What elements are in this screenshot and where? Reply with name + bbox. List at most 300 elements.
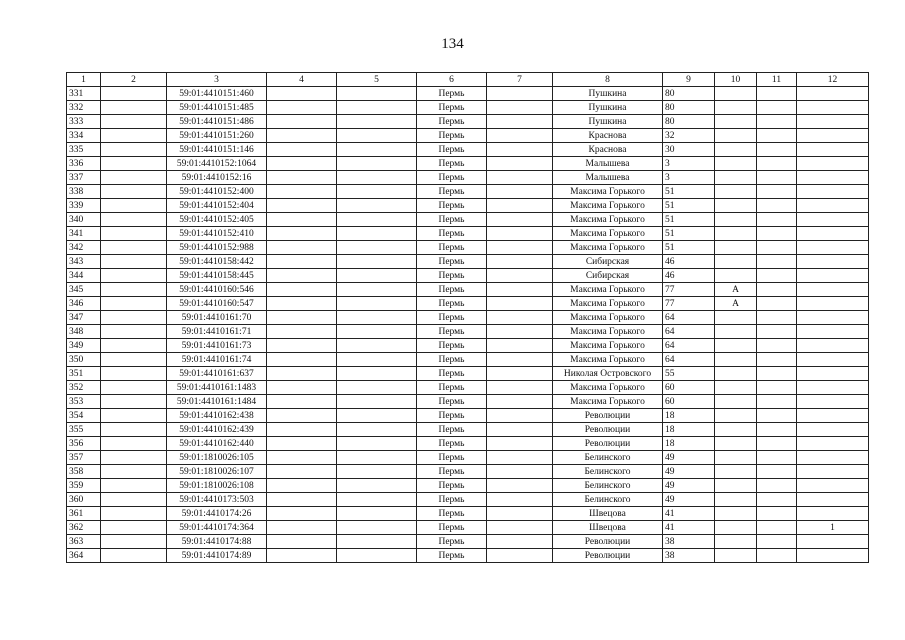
table-cell-col-9: 49 bbox=[663, 451, 715, 465]
table-row bbox=[67, 199, 869, 213]
table-cell-col-11 bbox=[757, 479, 797, 493]
table-cell-col-3: 59:01:4410151:485 bbox=[167, 101, 267, 115]
table-cell-col-3: 59:01:1810026:107 bbox=[167, 465, 267, 479]
table-cell-col-7 bbox=[487, 353, 553, 367]
table-cell-col-11 bbox=[757, 227, 797, 241]
table-cell-col-8: Максима Горького bbox=[553, 213, 663, 227]
table-cell-col-1: 353 bbox=[67, 395, 101, 409]
table-row bbox=[67, 381, 869, 395]
table-cell-col-10 bbox=[715, 129, 757, 143]
table-cell-col-8: Краснова bbox=[553, 129, 663, 143]
page-number: 134 bbox=[441, 36, 464, 52]
table-cell-col-1: 345 bbox=[67, 283, 101, 297]
table-cell-col-3: 59:01:4410173:503 bbox=[167, 493, 267, 507]
table-row bbox=[67, 353, 869, 367]
table-row bbox=[67, 213, 869, 227]
table-row bbox=[67, 409, 869, 423]
table-cell-col-9: 77 bbox=[663, 283, 715, 297]
table-cell-col-12 bbox=[797, 129, 869, 143]
table-cell-col-3: 59:01:4410151:146 bbox=[167, 143, 267, 157]
table-cell-col-9: 64 bbox=[663, 311, 715, 325]
table-cell-col-10 bbox=[715, 367, 757, 381]
table-cell-col-1: 337 bbox=[67, 171, 101, 185]
table-cell-col-1: 342 bbox=[67, 241, 101, 255]
table-row bbox=[67, 283, 869, 297]
table-row bbox=[67, 549, 869, 563]
table-cell-col-8: Пушкина bbox=[553, 87, 663, 101]
table-cell-col-5 bbox=[337, 213, 417, 227]
table-cell-col-6: Пермь bbox=[417, 213, 487, 227]
table-cell-col-1: 338 bbox=[67, 185, 101, 199]
table-cell-col-6: Пермь bbox=[417, 479, 487, 493]
table-cell-col-12 bbox=[797, 269, 869, 283]
table-cell-col-7 bbox=[487, 129, 553, 143]
table-cell-col-12 bbox=[797, 115, 869, 129]
table-row bbox=[67, 129, 869, 143]
column-header-3: 3 bbox=[167, 73, 267, 87]
table-cell-col-8: Максима Горького bbox=[553, 325, 663, 339]
table-cell-col-9: 49 bbox=[663, 465, 715, 479]
table-cell-col-8: Максима Горького bbox=[553, 339, 663, 353]
table-cell-col-8: Белинского bbox=[553, 479, 663, 493]
table-cell-col-4 bbox=[267, 143, 337, 157]
column-header-9: 9 bbox=[663, 73, 715, 87]
table-cell-col-1: 336 bbox=[67, 157, 101, 171]
table-row bbox=[67, 325, 869, 339]
table-cell-col-3: 59:01:4410152:1064 bbox=[167, 157, 267, 171]
table-cell-col-4 bbox=[267, 283, 337, 297]
table-cell-col-3: 59:01:4410160:546 bbox=[167, 283, 267, 297]
table-cell-col-4 bbox=[267, 101, 337, 115]
table-cell-col-3: 59:01:4410161:71 bbox=[167, 325, 267, 339]
table-cell-col-4 bbox=[267, 451, 337, 465]
table-row bbox=[67, 101, 869, 115]
table-cell-col-6: Пермь bbox=[417, 199, 487, 213]
table-cell-col-10 bbox=[715, 185, 757, 199]
table-cell-col-10 bbox=[715, 255, 757, 269]
table-cell-col-9: 51 bbox=[663, 213, 715, 227]
column-header-12: 12 bbox=[797, 73, 869, 87]
table-cell-col-11 bbox=[757, 157, 797, 171]
table-cell-col-11 bbox=[757, 213, 797, 227]
table-cell-col-2 bbox=[101, 213, 167, 227]
table-cell-col-6: Пермь bbox=[417, 283, 487, 297]
table-cell-col-10 bbox=[715, 381, 757, 395]
table-cell-col-6: Пермь bbox=[417, 423, 487, 437]
table-row bbox=[67, 241, 869, 255]
table-cell-col-2 bbox=[101, 171, 167, 185]
table-cell-col-9: 60 bbox=[663, 395, 715, 409]
table-cell-col-6: Пермь bbox=[417, 157, 487, 171]
table-cell-col-3: 59:01:4410151:486 bbox=[167, 115, 267, 129]
table-cell-col-5 bbox=[337, 255, 417, 269]
table-cell-col-5 bbox=[337, 227, 417, 241]
table-cell-col-7 bbox=[487, 311, 553, 325]
table-cell-col-7 bbox=[487, 409, 553, 423]
table-cell-col-1: 364 bbox=[67, 549, 101, 563]
table-cell-col-8: Сибирская bbox=[553, 255, 663, 269]
table-cell-col-3: 59:01:4410174:89 bbox=[167, 549, 267, 563]
table-cell-col-9: 49 bbox=[663, 493, 715, 507]
table-cell-col-5 bbox=[337, 199, 417, 213]
table-cell-col-4 bbox=[267, 171, 337, 185]
table-row bbox=[67, 297, 869, 311]
table-cell-col-11 bbox=[757, 269, 797, 283]
table-cell-col-5 bbox=[337, 381, 417, 395]
table-cell-col-10 bbox=[715, 325, 757, 339]
table-cell-col-4 bbox=[267, 185, 337, 199]
table-cell-col-12 bbox=[797, 465, 869, 479]
column-header-1: 1 bbox=[67, 73, 101, 87]
table-row bbox=[67, 423, 869, 437]
table-cell-col-6: Пермь bbox=[417, 269, 487, 283]
table-cell-col-12 bbox=[797, 143, 869, 157]
table-cell-col-5 bbox=[337, 171, 417, 185]
table-cell-col-4 bbox=[267, 325, 337, 339]
table-cell-col-9: 41 bbox=[663, 521, 715, 535]
table-cell-col-9: 51 bbox=[663, 185, 715, 199]
table-cell-col-1: 349 bbox=[67, 339, 101, 353]
table-row bbox=[67, 171, 869, 185]
table-cell-col-8: Пушкина bbox=[553, 101, 663, 115]
table-cell-col-2 bbox=[101, 493, 167, 507]
table-cell-col-9: 41 bbox=[663, 507, 715, 521]
table-cell-col-2 bbox=[101, 437, 167, 451]
table-cell-col-11 bbox=[757, 353, 797, 367]
table-cell-col-6: Пермь bbox=[417, 129, 487, 143]
table-cell-col-8: Сибирская bbox=[553, 269, 663, 283]
table-cell-col-3: 59:01:4410152:405 bbox=[167, 213, 267, 227]
table-cell-col-8: Краснова bbox=[553, 143, 663, 157]
table-cell-col-8: Максима Горького bbox=[553, 283, 663, 297]
table-cell-col-6: Пермь bbox=[417, 353, 487, 367]
table-cell-col-9: 38 bbox=[663, 549, 715, 563]
table-cell-col-4 bbox=[267, 493, 337, 507]
table-cell-col-9: 80 bbox=[663, 87, 715, 101]
table-cell-col-2 bbox=[101, 101, 167, 115]
table-cell-col-9: 64 bbox=[663, 339, 715, 353]
table-cell-col-10 bbox=[715, 465, 757, 479]
table-cell-col-11 bbox=[757, 129, 797, 143]
table-cell-col-3: 59:01:4410151:260 bbox=[167, 129, 267, 143]
table-cell-col-11 bbox=[757, 199, 797, 213]
table-cell-col-7 bbox=[487, 101, 553, 115]
table-cell-col-3: 59:01:4410161:73 bbox=[167, 339, 267, 353]
table-cell-col-4 bbox=[267, 297, 337, 311]
table-cell-col-5 bbox=[337, 507, 417, 521]
table-cell-col-7 bbox=[487, 213, 553, 227]
table-cell-col-8: Пушкина bbox=[553, 115, 663, 129]
table-cell-col-7 bbox=[487, 395, 553, 409]
table-cell-col-1: 354 bbox=[67, 409, 101, 423]
table-cell-col-11 bbox=[757, 465, 797, 479]
table-cell-col-5 bbox=[337, 297, 417, 311]
table-cell-col-3: 59:01:4410161:1483 bbox=[167, 381, 267, 395]
table-cell-col-9: 77 bbox=[663, 297, 715, 311]
table-cell-col-11 bbox=[757, 535, 797, 549]
table-cell-col-4 bbox=[267, 437, 337, 451]
table-cell-col-4 bbox=[267, 199, 337, 213]
table-cell-col-3: 59:01:4410161:70 bbox=[167, 311, 267, 325]
table-cell-col-8: Революции bbox=[553, 409, 663, 423]
table-cell-col-9: 3 bbox=[663, 157, 715, 171]
table-cell-col-10 bbox=[715, 395, 757, 409]
table-cell-col-9: 18 bbox=[663, 437, 715, 451]
column-header-6: 6 bbox=[417, 73, 487, 87]
table-cell-col-6: Пермь bbox=[417, 143, 487, 157]
table-cell-col-10 bbox=[715, 409, 757, 423]
table-cell-col-7 bbox=[487, 437, 553, 451]
table-cell-col-11 bbox=[757, 437, 797, 451]
table-cell-col-5 bbox=[337, 493, 417, 507]
table-row bbox=[67, 143, 869, 157]
table-cell-col-7 bbox=[487, 507, 553, 521]
table-cell-col-11 bbox=[757, 185, 797, 199]
table-cell-col-7 bbox=[487, 367, 553, 381]
table-cell-col-6: Пермь bbox=[417, 507, 487, 521]
table-cell-col-9: 3 bbox=[663, 171, 715, 185]
table-cell-col-8: Швецова bbox=[553, 521, 663, 535]
table-cell-col-2 bbox=[101, 521, 167, 535]
table-row bbox=[67, 521, 869, 535]
table-cell-col-7 bbox=[487, 451, 553, 465]
table-cell-col-9: 32 bbox=[663, 129, 715, 143]
table-cell-col-5 bbox=[337, 451, 417, 465]
table-cell-col-7 bbox=[487, 535, 553, 549]
table-cell-col-1: 335 bbox=[67, 143, 101, 157]
table-cell-col-12 bbox=[797, 311, 869, 325]
table-cell-col-4 bbox=[267, 213, 337, 227]
table-cell-col-6: Пермь bbox=[417, 255, 487, 269]
table-cell-col-4 bbox=[267, 241, 337, 255]
table-cell-col-12 bbox=[797, 157, 869, 171]
table-cell-col-9: 51 bbox=[663, 227, 715, 241]
table-cell-col-6: Пермь bbox=[417, 185, 487, 199]
table-cell-col-2 bbox=[101, 451, 167, 465]
table-cell-col-7 bbox=[487, 227, 553, 241]
table-cell-col-7 bbox=[487, 87, 553, 101]
table-row bbox=[67, 157, 869, 171]
table-cell-col-6: Пермь bbox=[417, 115, 487, 129]
table-cell-col-8: Максима Горького bbox=[553, 381, 663, 395]
table-cell-col-1: 333 bbox=[67, 115, 101, 129]
table-cell-col-8: Максима Горького bbox=[553, 297, 663, 311]
table-row bbox=[67, 227, 869, 241]
table-cell-col-1: 363 bbox=[67, 535, 101, 549]
table-cell-col-11 bbox=[757, 395, 797, 409]
table-cell-col-11 bbox=[757, 381, 797, 395]
table-cell-col-12 bbox=[797, 535, 869, 549]
table-cell-col-6: Пермь bbox=[417, 521, 487, 535]
table-cell-col-4 bbox=[267, 311, 337, 325]
table-cell-col-7 bbox=[487, 479, 553, 493]
table-cell-col-5 bbox=[337, 311, 417, 325]
table-cell-col-6: Пермь bbox=[417, 325, 487, 339]
registry-table bbox=[66, 72, 869, 563]
table-cell-col-11 bbox=[757, 339, 797, 353]
table-cell-col-9: 60 bbox=[663, 381, 715, 395]
table-cell-col-12 bbox=[797, 171, 869, 185]
table-cell-col-2 bbox=[101, 227, 167, 241]
table-cell-col-12 bbox=[797, 381, 869, 395]
table-cell-col-10 bbox=[715, 115, 757, 129]
table-row bbox=[67, 493, 869, 507]
table-cell-col-6: Пермь bbox=[417, 451, 487, 465]
table-cell-col-3: 59:01:4410161:1484 bbox=[167, 395, 267, 409]
table-cell-col-9: 46 bbox=[663, 255, 715, 269]
table-cell-col-7 bbox=[487, 549, 553, 563]
table-row bbox=[67, 437, 869, 451]
table-cell-col-12: 1 bbox=[797, 521, 869, 535]
table-row bbox=[67, 479, 869, 493]
table-cell-col-8: Белинского bbox=[553, 493, 663, 507]
table-cell-col-8: Максима Горького bbox=[553, 199, 663, 213]
table-cell-col-3: 59:01:4410162:438 bbox=[167, 409, 267, 423]
table-cell-col-3: 59:01:4410174:364 bbox=[167, 521, 267, 535]
table-cell-col-10 bbox=[715, 87, 757, 101]
table-cell-col-11 bbox=[757, 297, 797, 311]
table-cell-col-4 bbox=[267, 535, 337, 549]
table-cell-col-9: 51 bbox=[663, 199, 715, 213]
table-cell-col-10 bbox=[715, 269, 757, 283]
table-cell-col-11 bbox=[757, 241, 797, 255]
table-cell-col-7 bbox=[487, 241, 553, 255]
table-row bbox=[67, 535, 869, 549]
table-row bbox=[67, 311, 869, 325]
table-cell-col-12 bbox=[797, 283, 869, 297]
table-cell-col-10 bbox=[715, 227, 757, 241]
table-cell-col-7 bbox=[487, 157, 553, 171]
table-cell-col-5 bbox=[337, 143, 417, 157]
table-cell-col-8: Революции bbox=[553, 549, 663, 563]
table-cell-col-8: Швецова bbox=[553, 507, 663, 521]
table-cell-col-5 bbox=[337, 353, 417, 367]
table-cell-col-3: 59:01:4410152:400 bbox=[167, 185, 267, 199]
table-cell-col-12 bbox=[797, 437, 869, 451]
table-cell-col-7 bbox=[487, 297, 553, 311]
table-cell-col-2 bbox=[101, 255, 167, 269]
table-cell-col-4 bbox=[267, 353, 337, 367]
table-cell-col-5 bbox=[337, 241, 417, 255]
table-cell-col-9: 18 bbox=[663, 423, 715, 437]
table-cell-col-4 bbox=[267, 549, 337, 563]
table-cell-col-10 bbox=[715, 535, 757, 549]
table-cell-col-9: 55 bbox=[663, 367, 715, 381]
table-cell-col-9: 80 bbox=[663, 101, 715, 115]
column-header-2: 2 bbox=[101, 73, 167, 87]
table-cell-col-1: 356 bbox=[67, 437, 101, 451]
table-cell-col-7 bbox=[487, 381, 553, 395]
table-cell-col-10 bbox=[715, 311, 757, 325]
table-cell-col-10 bbox=[715, 493, 757, 507]
table-cell-col-5 bbox=[337, 521, 417, 535]
table-cell-col-12 bbox=[797, 297, 869, 311]
table-cell-col-10: А bbox=[715, 283, 757, 297]
table-cell-col-6: Пермь bbox=[417, 171, 487, 185]
table-cell-col-9: 80 bbox=[663, 115, 715, 129]
table-cell-col-4 bbox=[267, 87, 337, 101]
table-cell-col-7 bbox=[487, 493, 553, 507]
table-cell-col-11 bbox=[757, 409, 797, 423]
table-cell-col-1: 355 bbox=[67, 423, 101, 437]
table-cell-col-6: Пермь bbox=[417, 241, 487, 255]
table-cell-col-10 bbox=[715, 353, 757, 367]
table-cell-col-12 bbox=[797, 479, 869, 493]
table-cell-col-5 bbox=[337, 87, 417, 101]
table-cell-col-5 bbox=[337, 283, 417, 297]
table-cell-col-4 bbox=[267, 339, 337, 353]
table-cell-col-2 bbox=[101, 297, 167, 311]
table-cell-col-2 bbox=[101, 269, 167, 283]
table-cell-col-3: 59:01:4410158:445 bbox=[167, 269, 267, 283]
table-cell-col-5 bbox=[337, 535, 417, 549]
table-cell-col-12 bbox=[797, 241, 869, 255]
table-cell-col-11 bbox=[757, 451, 797, 465]
table-cell-col-5 bbox=[337, 367, 417, 381]
table-cell-col-2 bbox=[101, 311, 167, 325]
table-cell-col-5 bbox=[337, 549, 417, 563]
table-cell-col-1: 344 bbox=[67, 269, 101, 283]
header-row bbox=[67, 73, 869, 87]
table-cell-col-12 bbox=[797, 255, 869, 269]
table-cell-col-11 bbox=[757, 423, 797, 437]
table-cell-col-1: 339 bbox=[67, 199, 101, 213]
table-cell-col-7 bbox=[487, 465, 553, 479]
table-cell-col-2 bbox=[101, 367, 167, 381]
table-row bbox=[67, 451, 869, 465]
table-cell-col-7 bbox=[487, 143, 553, 157]
table-cell-col-7 bbox=[487, 171, 553, 185]
table-row bbox=[67, 87, 869, 101]
table-cell-col-4 bbox=[267, 507, 337, 521]
table-cell-col-12 bbox=[797, 87, 869, 101]
table-cell-col-5 bbox=[337, 115, 417, 129]
table-cell-col-7 bbox=[487, 115, 553, 129]
table-cell-col-3: 59:01:4410152:410 bbox=[167, 227, 267, 241]
table-cell-col-12 bbox=[797, 325, 869, 339]
table-cell-col-11 bbox=[757, 87, 797, 101]
table-cell-col-4 bbox=[267, 521, 337, 535]
column-header-10: 10 bbox=[715, 73, 757, 87]
table-cell-col-12 bbox=[797, 353, 869, 367]
table-cell-col-10 bbox=[715, 479, 757, 493]
table-cell-col-2 bbox=[101, 465, 167, 479]
table-cell-col-8: Революции bbox=[553, 423, 663, 437]
table-cell-col-7 bbox=[487, 199, 553, 213]
table-cell-col-11 bbox=[757, 171, 797, 185]
table-cell-col-6: Пермь bbox=[417, 493, 487, 507]
table-cell-col-7 bbox=[487, 283, 553, 297]
table-cell-col-2 bbox=[101, 395, 167, 409]
table-cell-col-11 bbox=[757, 255, 797, 269]
table-cell-col-7 bbox=[487, 325, 553, 339]
table-cell-col-1: 358 bbox=[67, 465, 101, 479]
table-cell-col-8: Белинского bbox=[553, 451, 663, 465]
table-cell-col-1: 343 bbox=[67, 255, 101, 269]
table-cell-col-2 bbox=[101, 549, 167, 563]
table-cell-col-11 bbox=[757, 115, 797, 129]
table-cell-col-10: А bbox=[715, 297, 757, 311]
table-cell-col-8: Максима Горького bbox=[553, 395, 663, 409]
table-cell-col-6: Пермь bbox=[417, 227, 487, 241]
table-cell-col-1: 359 bbox=[67, 479, 101, 493]
table-cell-col-8: Максима Горького bbox=[553, 353, 663, 367]
table-cell-col-2 bbox=[101, 409, 167, 423]
table-cell-col-3: 59:01:4410152:16 bbox=[167, 171, 267, 185]
table-row bbox=[67, 339, 869, 353]
table-cell-col-7 bbox=[487, 269, 553, 283]
table-cell-col-3: 59:01:4410161:74 bbox=[167, 353, 267, 367]
